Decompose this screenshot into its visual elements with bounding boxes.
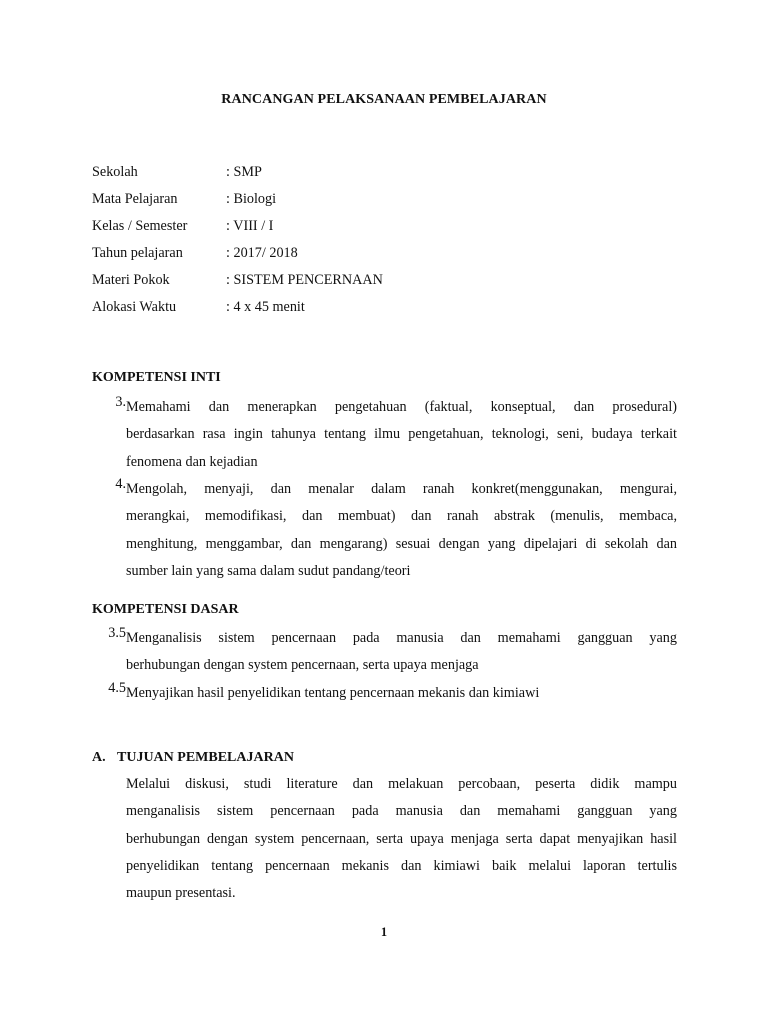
section-marker: A. <box>92 750 106 765</box>
text-line: berhubungan dengan system pencernaan, serta upaya menjaga serta dapat menyajikan hasil <box>126 830 677 847</box>
item-number: 4. <box>115 476 126 492</box>
identity-row <box>92 189 383 216</box>
text-line: menghitung, menggambar, dan mengarang) sesuai dengan yang dipelajari di sekolah dan <box>126 535 677 552</box>
item-text <box>126 625 677 680</box>
text-line: Menyajikan hasil penyelidikan tentang pencernaan mekanis dan kimiawi <box>126 685 540 701</box>
text-line: merangkai, memodifikasi, dan membuat) dan ranah abstrak (menulis, membaca, <box>126 508 677 525</box>
kompetensi-inti-item <box>92 476 677 612</box>
text-line: berhubungan dengan system pencernaan, serta upaya menjaga <box>126 657 479 674</box>
page-number: 1 <box>380 925 388 939</box>
text-line: Mengolah, menyaji, dan menalar dalam ranah konkret(menggunakan, mengurai, <box>126 481 677 497</box>
identity-value: : 2017/ 2018 <box>226 245 298 261</box>
identity-row <box>92 216 383 243</box>
item-number: 3.5 <box>108 625 126 641</box>
identity-value: : 4 x 45 menit <box>226 299 305 315</box>
identity-label: Tahun pelajaran <box>92 245 183 261</box>
identity-label: Mata Pelajaran <box>92 191 178 207</box>
text-line: Memahami dan menerapkan pengetahuan (faktual, konseptual, dan prosedural) <box>126 399 677 415</box>
kompetensi-dasar-item <box>92 680 677 707</box>
identity-label: Kelas / Semester <box>92 218 188 234</box>
identity-row <box>92 243 383 270</box>
section-title: TUJUAN PEMBELAJARAN <box>117 750 294 765</box>
item-number: 3. <box>115 394 126 410</box>
text-line: Melalui diskusi, studi literature dan melakuan percobaan, peserta didik mampu <box>126 776 677 792</box>
identity-value: : SMP <box>226 164 262 180</box>
item-number: 4.5 <box>108 680 126 696</box>
tujuan-heading <box>92 750 294 766</box>
identity-value: : Biologi <box>226 191 277 207</box>
kompetensi-dasar-heading: KOMPETENSI DASAR <box>92 602 239 617</box>
identity-row <box>92 162 383 189</box>
text-line: penyelidikan tentang pencernaan mekanis dan kimiawi baik melalui laporan tertulis <box>126 857 677 874</box>
kompetensi-inti-heading: KOMPETENSI INTI <box>92 370 221 385</box>
identity-value: : VIII / I <box>226 218 274 234</box>
text-line: menganalisis sistem pencernaan pada manusia dan memahami gangguan yang <box>126 803 677 820</box>
identity-label: Materi Pokok <box>92 272 170 288</box>
text-line: sumber lain yang sama dalam sudut pandang/teori <box>126 562 411 579</box>
identity-row <box>92 297 383 324</box>
item-text <box>126 680 677 707</box>
item-text <box>126 476 677 612</box>
identity-label: Alokasi Waktu <box>92 299 177 315</box>
tujuan-paragraph <box>126 771 677 907</box>
text-line: fenomena dan kejadian <box>126 453 258 470</box>
identity-row <box>92 270 383 297</box>
identity-label: Sekolah <box>92 164 138 180</box>
identity-value: : SISTEM PENCERNAAN <box>226 272 383 288</box>
text-line: maupun presentasi. <box>126 885 236 902</box>
identity-table <box>92 162 383 324</box>
kompetensi-dasar-item <box>92 625 677 680</box>
document-title: RANCANGAN PELAKSANAAN PEMBELAJARAN <box>221 92 547 107</box>
text-line: Menganalisis sistem pencernaan pada manusia dan memahami gangguan yang <box>126 630 677 646</box>
text-line: berdasarkan rasa ingin tahunya tentang ilmu pengetahuan, teknologi, seni, budaya terkait <box>126 426 677 443</box>
